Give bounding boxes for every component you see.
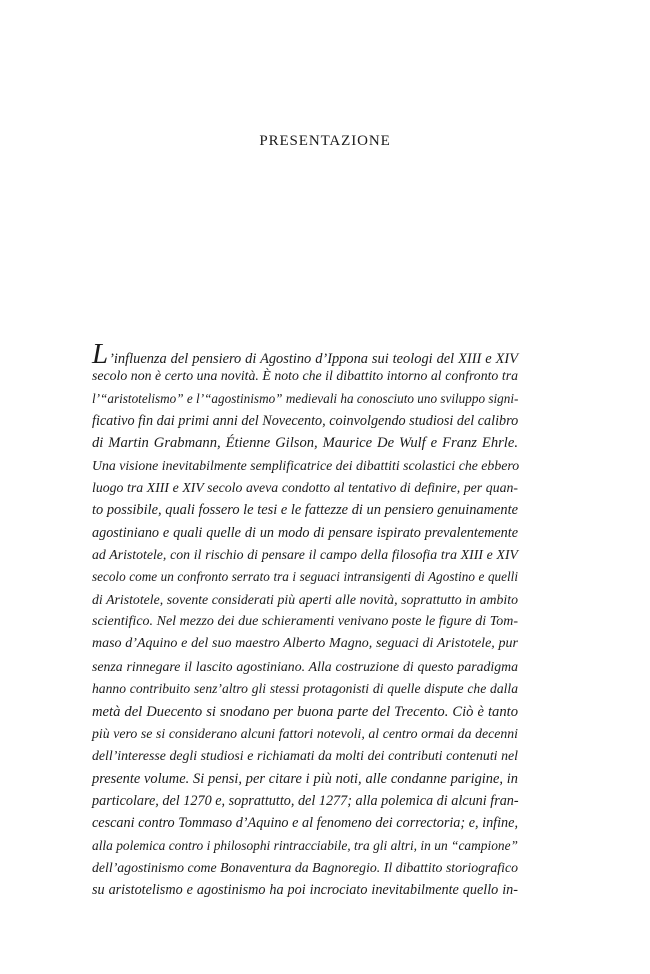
text-line: ’influenza del pensiero di Agostino d’Ippona sui teologi del XIII e XIV: [109, 351, 518, 367]
text-line: ficativo fin dai primi anni del Novecento, coinvolgendo studiosi del calibro: [92, 413, 519, 430]
page-title: PRESENTAZIONE: [259, 133, 391, 149]
text-line: hanno contribuito senz’altro gli stessi protagonisti di quelle dispute che dalla: [92, 681, 518, 697]
text-line: alla polemica contro i philosophi rintracciabile, tra gli altri, in un “campione”: [92, 837, 518, 853]
text-line: Una visione inevitabilmente semplificatrice dei dibattiti scolastici che ebbero: [92, 457, 520, 473]
text-line: senza rinnegare il lascito agostiniano. Alla costruzione di questo paradigma: [92, 658, 518, 674]
text-line: agostiniano e quali quelle di un modo di pensare ispirato prevalentemente: [92, 524, 518, 541]
text-line: secolo come un confronto serrato tra i seguaci intransigenti di Agostino e quelli: [92, 569, 518, 585]
text-line: l’“aristotelismo” e l’“agostinismo” medievali ha conosciuto uno sviluppo signi-: [92, 390, 519, 406]
text-line: metà del Duecento si snodano per buona parte del Trecento. Ciò è tanto: [92, 703, 518, 720]
text-line: secolo non è certo una novità. È noto che il dibattito intorno al confronto tra: [92, 368, 518, 384]
drop-cap: L: [92, 338, 109, 370]
text-line: particolare, del 1270 e, soprattutto, del 1277; alla polemica di alcuni fran-: [92, 792, 519, 809]
text-line-first: [92, 338, 518, 370]
text-line: di Aristotele, sovente considerati più aperti alle novità, soprattutto in ambito: [92, 591, 518, 607]
text-line: dell’interesse degli studiosi e richiamati da molti dei contributi contenuti nel: [92, 748, 518, 764]
text-line: to possibile, quali fossero le tesi e le fattezze di un pensiero genuinamente: [92, 502, 518, 519]
text-line: maso d’Aquino e del suo maestro Alberto Magno, seguaci di Aristotele, pur: [92, 636, 518, 652]
text-line: luogo tra XIII e XIV secolo aveva condotto al tentativo di definire, per quan-: [92, 480, 518, 496]
text-line: dell’agostinismo come Bonaventura da Bagnoregio. Il dibattito storiografico: [92, 859, 518, 875]
text-line: più vero se si considerano alcuni fattori notevoli, al centro ormai da decenni: [92, 725, 518, 741]
body-text: [92, 338, 520, 902]
text-line: di Martin Grabmann, Étienne Gilson, Maurice De Wulf e Franz Ehrle.: [92, 435, 518, 452]
text-line: cescani contro Tommaso d’Aquino e al fenomeno dei correctoria; e, infine,: [92, 815, 518, 832]
text-line: presente volume. Si pensi, per citare i più noti, alle condanne parigine, in: [92, 770, 518, 787]
text-line: su aristotelismo e agostinismo ha poi incrociato inevitabilmente quello in-: [92, 882, 518, 899]
text-line: scientifico. Nel mezzo dei due schieramenti venivano poste le figure di Tom-: [92, 614, 518, 630]
text-line: ad Aristotele, con il rischio di pensare il campo della filosofia tra XIII e XIV: [92, 547, 518, 563]
